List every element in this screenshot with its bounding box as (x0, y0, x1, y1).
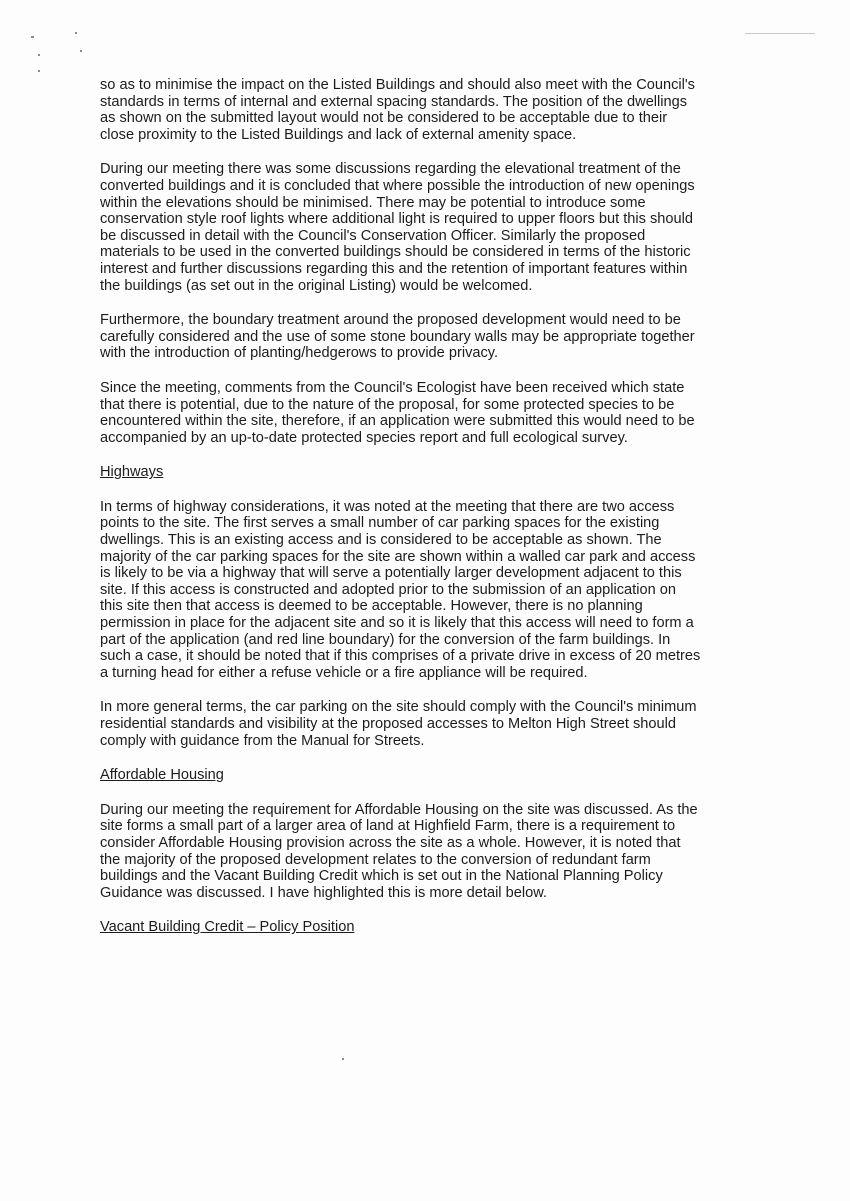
paragraph-listed-buildings: so as to minimise the impact on the Listed Buildings and should also meet with the Council's standards in terms of internal and external spacing standards. The position of the dwellings as shown on the submitted layout would not be considered to be acceptable due to their close proximity to the Listed Buildings and lack of external amenity space. (100, 77, 695, 143)
scan-speck (38, 70, 40, 72)
heading-affordable-housing: Affordable Housing (100, 767, 224, 784)
scan-speck (31, 36, 34, 38)
scan-speck (75, 32, 77, 34)
scan-speck (38, 54, 40, 56)
heading-vacant-building-credit: Vacant Building Credit – Policy Position (100, 919, 355, 936)
heading-highways: Highways (100, 464, 164, 481)
scan-artifact-line (745, 33, 815, 34)
paragraph-ecology: Since the meeting, comments from the Council's Ecologist have been received which state that there is potential, due to the nature of the proposal, for some protected species to be encountered within the site, therefore, if an application were submitted this would need to be accompanied by an up-to-date protected species report and full ecological survey. (100, 379, 695, 446)
scan-speck (342, 1058, 344, 1060)
paragraph-affordable-housing: During our meeting the requirement for Affordable Housing on the site was discussed. As the site forms a small part of a larger area of land at Highfield Farm, there is a requirement to consider Affordable Housing provision across the site as a whole. However, it is noted that the majority of the proposed development relates to the conversion of redundant farm buildings and the Vacant Building Credit which is set out in the National Planning Policy Guidance was discussed. I have highlighted this is more detail below. (100, 801, 698, 901)
paragraph-elevational-treatment: During our meeting there was some discussions regarding the elevational treatment of the converted buildings and it is concluded that where possible the introduction of new openings within the elevations should be minimised. There may be potential to introduce some conservation style roof lights where additional light is required to upper floors but this should be discussed in detail with the Council's Conservation Officer. Similarly the proposed materials to be used in the converted buildings should be considered in terms of the historic interest and further discussions regarding this and the retention of important features within the buildings (as set out in the original Listing) would be welcomed. (100, 161, 695, 294)
letter-body (100, 77, 760, 954)
paragraph-boundary-treatment: Furthermore, the boundary treatment around the proposed development would need to be carefully considered and the use of some stone boundary walls may be appropriate together with the introduction of planting/hedgerows to provide privacy. (100, 312, 695, 362)
paragraph-highway-access: In terms of highway considerations, it was noted at the meeting that there are two access points to the site. The first serves a small number of car parking spaces for the existing dwellings. This is an existing access and is considered to be acceptable as shown. The majority of the car parking spaces for the site are shown within a walled car park and access is likely to be via a highway that will serve a potentially larger development adjacent to this site. If this access is constructed and adopted prior to the submission of an application on this site then that access is deemed to be acceptable. However, there is no planning permission in place for the adjacent site and so it is likely that this access will need to form a part of the application (and red line boundary) for the conversion of the farm buildings. In such a case, it should be noted that if this comprises of a private drive in excess of 20 metres a turning head for either a refuse vehicle or a fire appliance will be required. (100, 498, 701, 681)
paragraph-car-parking: In more general terms, the car parking on the site should comply with the Council's minimum residential standards and visibility at the proposed accesses to Melton High Street should comply with guidance from the Manual for Streets. (100, 699, 697, 749)
scan-speck (80, 50, 82, 52)
